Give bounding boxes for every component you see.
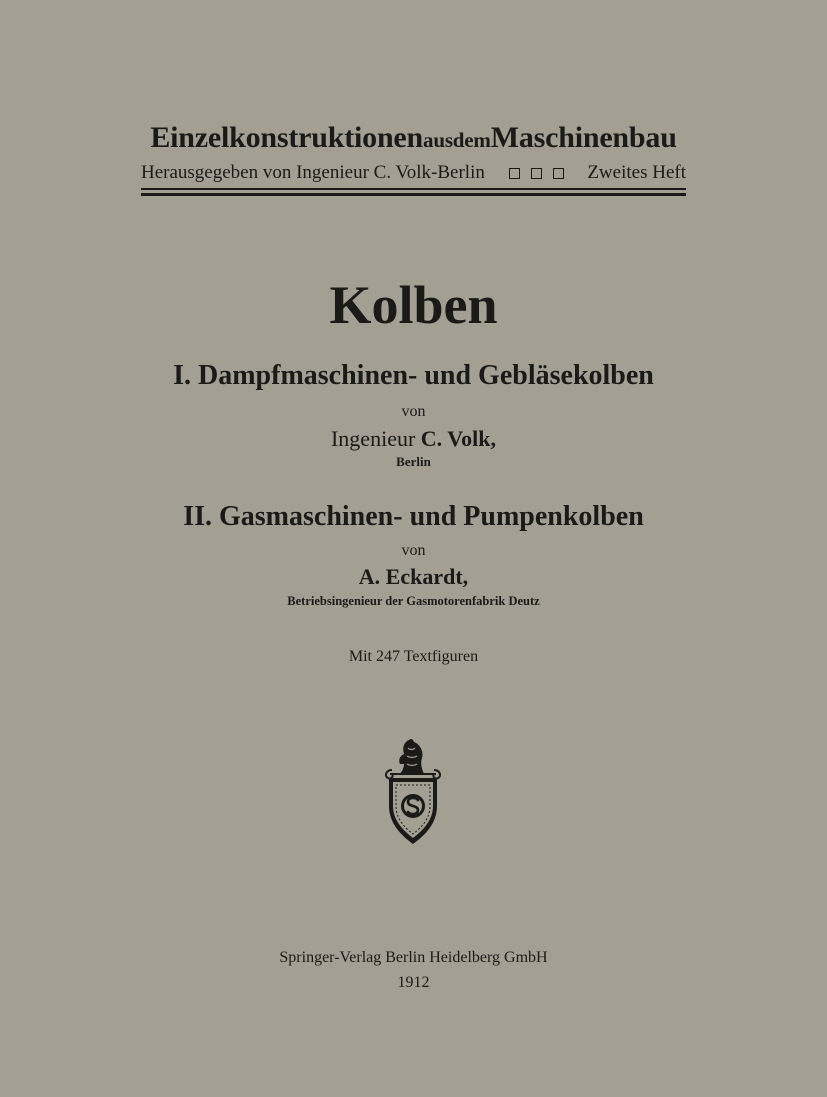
header-rule-top bbox=[141, 188, 686, 190]
series-title-part1: Einzelkonstruktionen bbox=[150, 121, 424, 154]
part1-von: von bbox=[401, 403, 426, 420]
issue-label: Zweites Heft bbox=[587, 162, 686, 183]
part1-title: I. Dampfmaschinen- und Gebläsekolben bbox=[173, 360, 654, 391]
ornament-box bbox=[531, 168, 542, 179]
editor-line: Herausgegeben von Ingenieur C. Volk-Berlin bbox=[141, 162, 485, 183]
series-subline bbox=[141, 160, 686, 186]
figures-note: Mit 247 Textfiguren bbox=[348, 648, 479, 665]
series-title-part3: Maschinenbau bbox=[490, 121, 677, 154]
header-rule-bottom bbox=[141, 193, 686, 196]
part1-author-prefix: Ingenieur bbox=[330, 426, 416, 451]
series-title bbox=[141, 118, 686, 160]
part2-author: A. Eckardt, bbox=[358, 564, 469, 589]
publisher-name: Springer-Verlag Berlin Heidelberg GmbH bbox=[279, 949, 548, 966]
ornament-boxes bbox=[509, 168, 564, 179]
springer-knight-logo-icon bbox=[380, 736, 446, 848]
book-title: Kolben bbox=[329, 275, 498, 335]
series-title-part2: ausdem bbox=[423, 128, 491, 152]
part1-author bbox=[0, 425, 827, 453]
ornament-box bbox=[509, 168, 520, 179]
part2-von: von bbox=[401, 542, 426, 559]
publication-year: 1912 bbox=[397, 974, 430, 991]
part1-author-name: C. Volk, bbox=[420, 426, 496, 451]
part2-title: II. Gasmaschinen- und Pumpenkolben bbox=[183, 501, 644, 532]
ornament-box bbox=[553, 168, 564, 179]
series-header bbox=[141, 118, 686, 186]
part2-affiliation: Betriebsingenieur der Gasmotorenfabrik Deutz bbox=[287, 594, 540, 608]
part1-place: Berlin bbox=[396, 454, 431, 469]
